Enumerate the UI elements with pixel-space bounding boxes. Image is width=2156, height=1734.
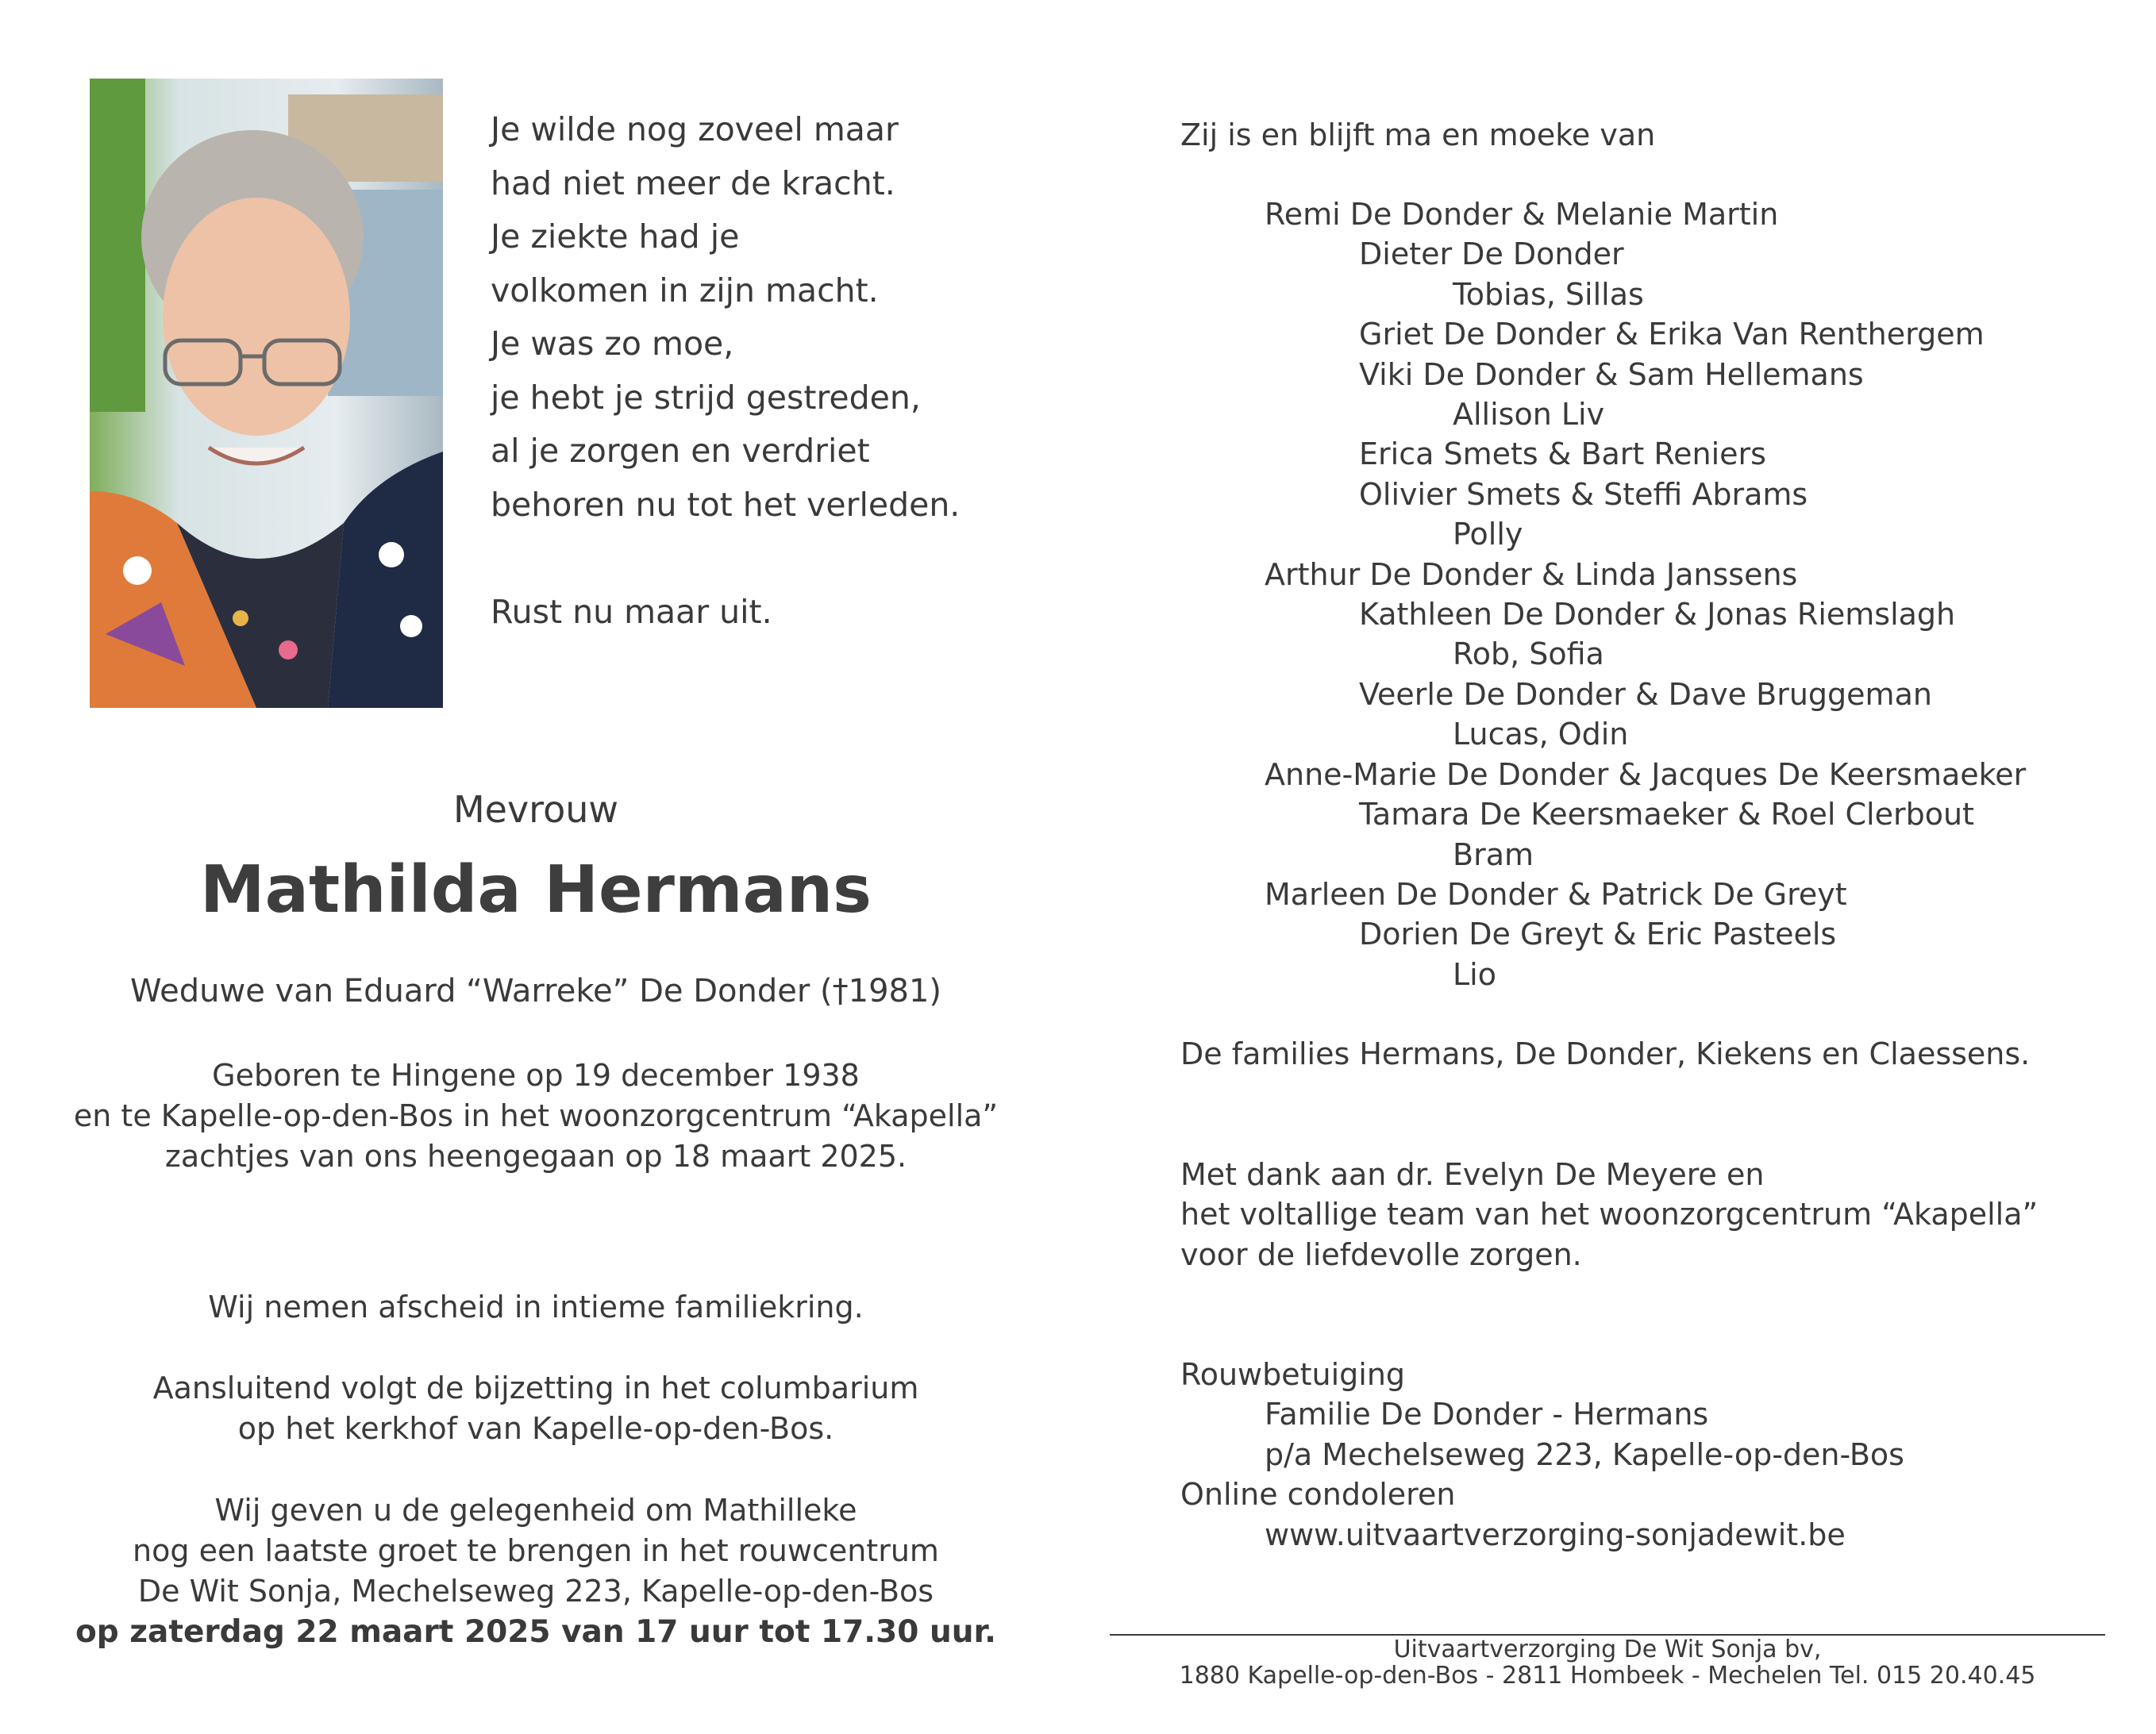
poem-line: behoren nu tot het verleden. bbox=[491, 485, 961, 524]
poem-line: had niet meer de kracht. bbox=[491, 163, 895, 202]
deceased-name: Mathilda Hermans bbox=[200, 852, 872, 928]
family-member: Remi De Donder & Melanie Martin bbox=[1265, 197, 1779, 232]
family-member: Polly bbox=[1453, 517, 1523, 552]
thanks-line: Met dank aan dr. Evelyn De Meyere en bbox=[1180, 1157, 1765, 1192]
thanks-line: het voltallige team van het woonzorgcentrum “Akapella” bbox=[1180, 1197, 2039, 1232]
family-member: Lucas, Odin bbox=[1453, 717, 1629, 752]
visit-text bbox=[48, 1490, 1024, 1652]
family-member: Dorien De Greyt & Eric Pasteels bbox=[1359, 917, 1837, 952]
burial-line: op het kerkhof van Kapelle-op-den-Bos. bbox=[237, 1411, 834, 1446]
poem-closing: Rust nu maar uit. bbox=[491, 592, 772, 631]
footer-line: Uitvaartverzorging De Wit Sonja bv, bbox=[1393, 1636, 1822, 1663]
family-member: Tamara De Keersmaeker & Roel Clerbout bbox=[1359, 797, 1974, 832]
visit-line: De Wit Sonja, Mechelseweg 223, Kapelle-op-den-Bos bbox=[137, 1574, 934, 1609]
family-member: Olivier Smets & Steffi Abrams bbox=[1359, 476, 1808, 512]
thanks-text bbox=[1180, 1155, 2117, 1275]
widow-line: Weduwe van Eduard “Warreke” De Donder (†1981) bbox=[129, 973, 942, 1009]
portrait-photo bbox=[90, 79, 443, 708]
families-line: De families Hermans, De Donder, Kiekens en Claessens. bbox=[1180, 1036, 2031, 1071]
thanks-line: voor de liefdevolle zorgen. bbox=[1180, 1236, 1582, 1272]
online-condolence-label: Online condoleren bbox=[1180, 1477, 1456, 1513]
visit-line: nog een laatste groet te brengen in het rouwcentrum bbox=[133, 1533, 939, 1568]
family-member: Viki De Donder & Sam Hellemans bbox=[1359, 356, 1864, 392]
bio-line: en te Kapelle-op-den-Bos in het woonzorgcentrum “Akapella” bbox=[73, 1098, 999, 1133]
family-member: Tobias, Sillas bbox=[1453, 276, 1644, 312]
poem bbox=[491, 103, 1046, 639]
family-list bbox=[1180, 194, 2117, 994]
poem-line: Je ziekte had je bbox=[491, 217, 740, 256]
family-member: Allison Liv bbox=[1453, 397, 1605, 433]
bio-line: Geboren te Hingene op 19 december 1938 bbox=[212, 1058, 860, 1093]
family-member: Arthur De Donder & Linda Janssens bbox=[1265, 556, 1798, 592]
poem-line: Je was zo moe, bbox=[491, 325, 734, 363]
bio bbox=[48, 1055, 1024, 1177]
honorific: Mevrouw bbox=[452, 788, 619, 831]
visit-line: Wij geven u de gelegenheid om Mathilleke bbox=[214, 1493, 857, 1528]
condolence-label: Rouwbetuiging bbox=[1180, 1357, 1406, 1392]
family-member: Dieter De Donder bbox=[1359, 236, 1624, 272]
poem-line: volkomen in zijn macht. bbox=[491, 271, 879, 310]
condolence-address: p/a Mechelseweg 223, Kapelle-op-den-Bos bbox=[1265, 1436, 1904, 1472]
burial-text bbox=[48, 1368, 1024, 1449]
family-member: Erica Smets & Bart Reniers bbox=[1359, 436, 1766, 472]
poem-line: al je zorgen en verdriet bbox=[491, 432, 870, 470]
family-member: Kathleen De Donder & Jonas Riemslagh bbox=[1359, 597, 1956, 632]
family-member: Veerle De Donder & Dave Bruggeman bbox=[1359, 676, 1932, 712]
farewell-text: Wij nemen afscheid in intieme familiekring. bbox=[208, 1290, 864, 1325]
family-member: Rob, Sofia bbox=[1453, 636, 1604, 672]
family-member: Anne-Marie De Donder & Jacques De Keersmaeker bbox=[1265, 756, 2027, 792]
family-member: Marleen De Donder & Patrick De Greyt bbox=[1265, 876, 1847, 912]
condolence-website-link[interactable]: www.uitvaartverzorging-sonjadewit.be bbox=[1265, 1517, 1846, 1552]
poem-spacer bbox=[491, 532, 1046, 586]
family-member: Bram bbox=[1453, 836, 1534, 872]
bio-line: zachtjes van ons heengegaan op 18 maart 2025. bbox=[164, 1139, 907, 1174]
visit-time: op zaterdag 22 maart 2025 van 17 uur tot 17.30 uur. bbox=[75, 1614, 996, 1650]
footer bbox=[1110, 1636, 2105, 1689]
family-member: Griet De Donder & Erika Van Renthergem bbox=[1359, 317, 1985, 352]
condolence-block bbox=[1180, 1355, 2117, 1555]
family-intro: Zij is en blijft ma en moeke van bbox=[1180, 117, 1656, 152]
condolence-family: Familie De Donder - Hermans bbox=[1265, 1397, 1709, 1432]
footer-line: 1880 Kapelle-op-den-Bos - 2811 Hombeek - Mechelen Tel. 015 20.40.45 bbox=[1179, 1662, 2036, 1690]
burial-line: Aansluitend volgt de bijzetting in het columbarium bbox=[152, 1371, 919, 1405]
poem-line: Je wilde nog zoveel maar bbox=[491, 110, 899, 148]
poem-line: je hebt je strijd gestreden, bbox=[491, 378, 921, 417]
family-member: Lio bbox=[1453, 956, 1496, 992]
portrait-illustration bbox=[90, 79, 443, 708]
